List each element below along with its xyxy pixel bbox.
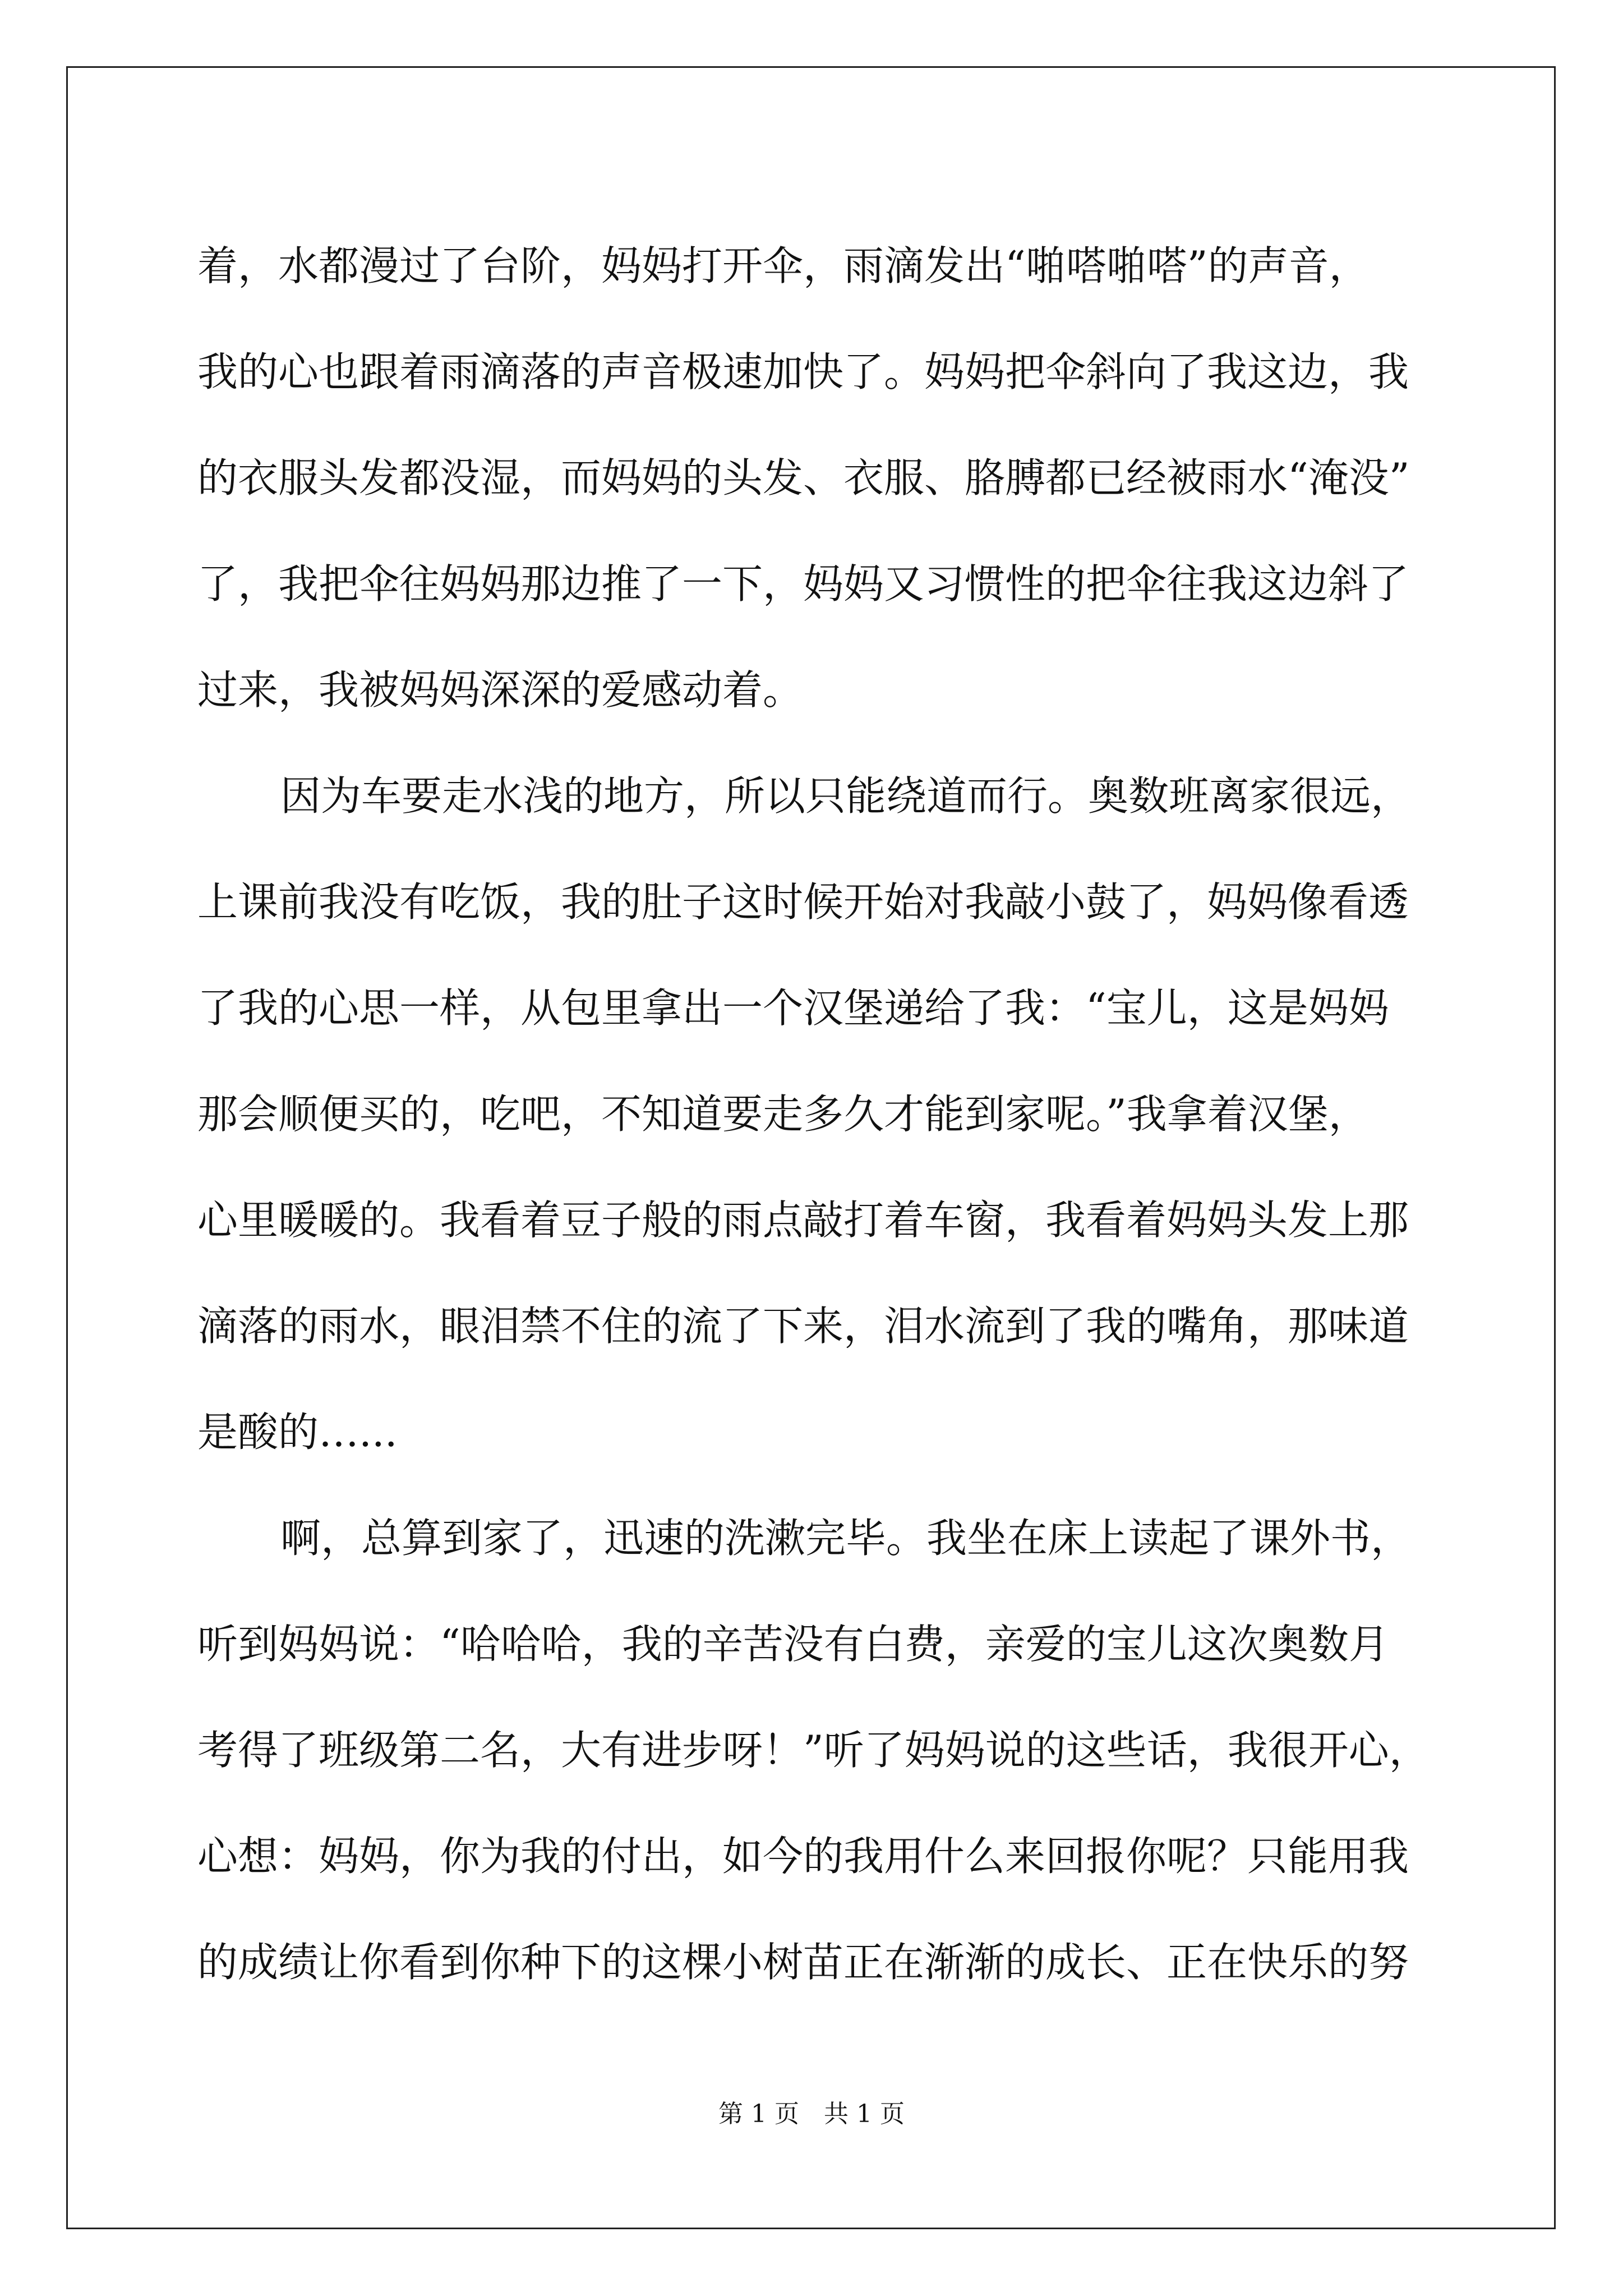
text-line: 了我的心思一样，从包里拿出一个汉堡递给了我：“宝儿，这是妈妈: [197, 984, 1389, 1032]
text-line: 的成绩让你看到你种下的这棵小树苗正在渐渐的成长、正在快乐的努: [197, 1939, 1409, 1986]
text-line: 我的心也跟着雨滴落的声音极速加快了。妈妈把伞斜向了我这边，我: [197, 348, 1409, 395]
text-line: 考得了班级第二名，大有进步呀！”听了妈妈说的这些话，我很开心，: [197, 1727, 1430, 1774]
text-line: 着，水都漫过了台阶，妈妈打开伞，雨滴发出“啪嗒啪嗒”的声音，: [197, 242, 1370, 289]
text-line: 是酸的…...: [197, 1409, 398, 1456]
text-line: 上课前我没有吃饭，我的肚子这时候开始对我敲小鼓了，妈妈像看透: [197, 878, 1409, 926]
text-line: 心里暖暖的。我看着豆子般的雨点敲打着车窗，我看着妈妈头发上那: [197, 1197, 1409, 1244]
paragraph-3: [197, 1485, 1431, 2016]
text-line: 了，我把伞往妈妈那边推了一下，妈妈又习惯性的把伞往我这边斜了: [197, 560, 1409, 608]
text-line: 啊，总算到家了，迅速的洗漱完毕。我坐在床上读起了课外书，: [280, 1515, 1412, 1562]
text-line: 因为车要走水浅的地方，所以只能绕道而行。奥数班离家很远，: [280, 772, 1412, 820]
text-line: 的衣服头发都没湿，而妈妈的头发、衣服、胳膊都已经被雨水“淹没”: [197, 454, 1410, 501]
text-line: 滴落的雨水，眼泪禁不住的流了下来，泪水流到了我的嘴角，那味道: [197, 1303, 1409, 1350]
text-line: 过来，我被妈妈深深的爱感动着。: [197, 666, 804, 714]
document-body: [197, 213, 1431, 2016]
text-line: 听到妈妈说：“哈哈哈，我的辛苦没有白费，亲爱的宝儿这次奥数月: [197, 1621, 1389, 1668]
page-footer: 第 1 页 共 1 页: [718, 2100, 905, 2128]
text-line: 那会顺便买的，吃吧，不知道要走多久才能到家呢。”我拿着汉堡，: [197, 1091, 1369, 1138]
text-line: 心想：妈妈，你为我的付出，如今的我用什么来回报你呢？只能用我: [197, 1833, 1409, 1880]
paragraph-1: [197, 213, 1431, 743]
paragraph-2: [197, 743, 1431, 1485]
